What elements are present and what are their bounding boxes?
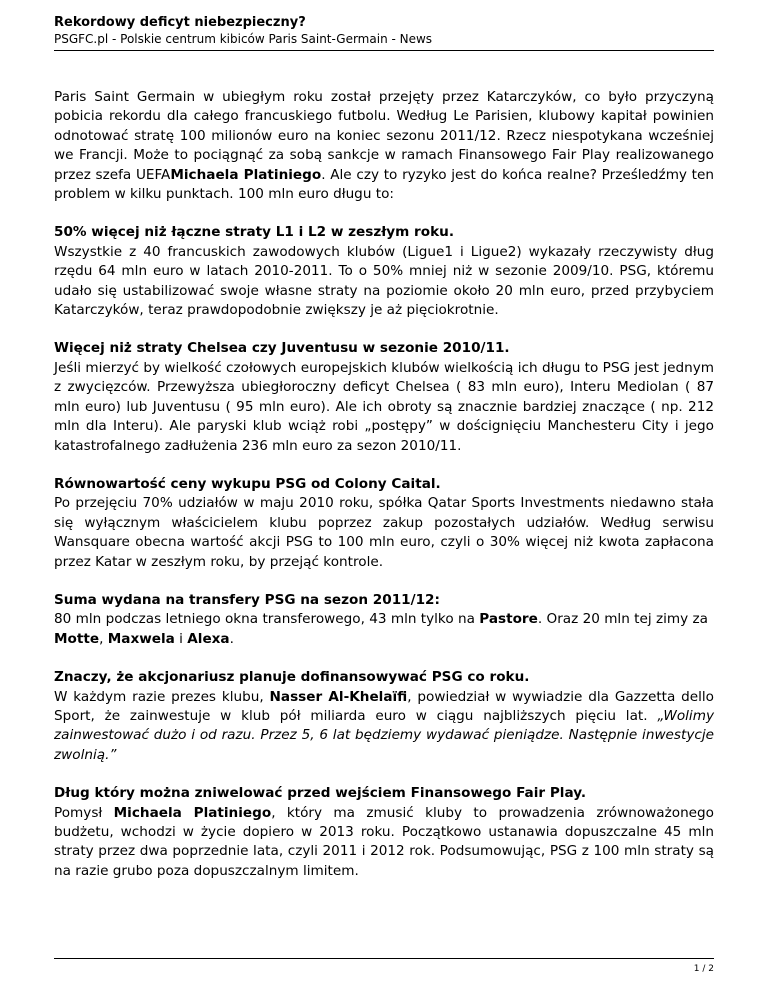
section-1 (54, 223, 714, 320)
section-3 (54, 475, 714, 572)
section-5-quote: „Wolimy zainwestować dużo i od razu. Przez 5, 6 lat będziemy wydawać pieniądze. Następnie inwestycje zwolnią.” (54, 707, 714, 763)
section-4-body (54, 610, 714, 649)
section-6-body (54, 804, 714, 882)
section-6 (54, 784, 714, 881)
section-4-text-4: i (174, 630, 188, 647)
section-5-body (54, 688, 714, 766)
section-4-bold-maxwela: Maxwela (107, 630, 175, 647)
section-2-heading: Więcej niż straty Chelsea czy Juventusu w sezonie 2010/11. (54, 340, 510, 357)
section-6-heading: Dług który można zniwelować przed wejściem Finansowego Fair Play. (54, 785, 586, 802)
article-body (54, 88, 714, 900)
section-6-bold-name: Michaela Platiniego (113, 804, 272, 821)
section-4-bold-pastore: Pastore (479, 611, 538, 628)
section-2 (54, 339, 714, 455)
page-number: 1 / 2 (693, 964, 714, 974)
section-4-text-5: . (229, 630, 234, 647)
section-5-heading: Znaczy, że akcjonariusz planuje dofinansowywać PSG co roku. (54, 669, 530, 686)
header-divider (54, 50, 714, 51)
intro-text-1: Paris Saint Germain w ubiegłym roku został przejęty przez Katarczyków, co było przyczyną pobicia rekordu dla całego francuskiego futbolu. Według Le Parisien, klubowy kapitał powinien odnotować stratę 100 milionów euro na koniec sezonu 2011/12. Rzecz niespotykana wcześniej we Francji. Może to pociągnąć za sobą sankcje w ramach Finansowego Fair Play realizowanego przez szefa UEFA (54, 89, 714, 183)
section-4-bold-alexa: Alexa (187, 630, 230, 647)
section-4-text-1: 80 mln podczas letniego okna transferowego, 43 mln tylko na (54, 611, 480, 628)
section-1-body: Wszystkie z 40 francuskich zawodowych klubów (Ligue1 i Ligue2) wykazały rzeczywisty dług rzędu 64 mln euro w latach 2010-2011. To o 50% mniej niż w sezonie 2009/10. PSG, któremu udało się ustabilizować swoje własne straty na poziomie około 20 mln euro, przed przybyciem Katarczyków, teraz prawdopodobnie zwiększy je aż pięciokrotnie. (54, 243, 714, 319)
section-5-text-2: , powiedział w wywiadzie dla Gazzetta dello Sport, że zainwestuje w klub pół miliarda euro w ciągu najbliższych pięciu lat. (54, 688, 715, 724)
section-5 (54, 668, 714, 765)
section-4-text-3: , (99, 630, 108, 647)
intro-paragraph (54, 88, 714, 204)
section-4-heading: Suma wydana na transfery PSG na sezon 2011/12: (54, 591, 440, 608)
section-4-bold-motte: Motte (54, 630, 100, 647)
section-5-bold-president: Nasser Al-Khelaïfi (269, 688, 408, 705)
section-1-heading: 50% więcej niż łączne straty L1 i L2 w zeszłym roku. (54, 224, 454, 241)
document-subtitle: PSGFC.pl - Polskie centrum kibiców Paris Saint-Germain - News (54, 32, 433, 46)
section-4 (54, 591, 714, 649)
section-2-body: Jeśli mierzyć by wielkość czołowych europejskich klubów wielkością ich długu to PSG jest jednym z zwycięzców. Przewyższa ubiegłoroczny deficyt Chelsea ( 83 mln euro), Interu Mediolan ( 87 mln euro) lub Juventusu ( 95 mln euro). Ale ich obroty są znacznie bardziej znaczące ( np. 212 mln dla Interu). Ale paryski klub wciąż robi „postępy” w doścignięciu Manchesteru City i jego katastrofalnego zadłużenia 236 mln euro za sezon 2010/11. (54, 359, 714, 454)
document-title: Rekordowy deficyt niebezpieczny? (54, 15, 306, 30)
intro-text-2: . Ale czy to ryzyko jest do końca realne? Prześledźmy ten problem w kilku punktach. 100 mln euro długu to: (54, 166, 714, 203)
section-5-text-1: W każdym razie prezes klubu, (54, 688, 270, 705)
footer-divider (54, 958, 714, 959)
page-header (54, 14, 714, 47)
section-4-text-2: . Oraz 20 mln tej zimy za (537, 611, 708, 628)
intro-bold-name: Michaela Platiniego (170, 166, 322, 183)
section-3-heading: Równowartość ceny wykupu PSG od Colony Caital. (54, 475, 441, 492)
section-6-text-2: , który ma zmusić kluby to prowadzenia zrównoważonego budżetu, wchodzi w życie dopiero w 2013 roku. Początkowo ustanawia dopuszczalne 45 mln straty przez dwa poprzednie lata, czyli 2011 i 2012 rok. Podsumowując, PSG z 100 mln straty są na razie grubo poza dopuszczalnym limitem. (54, 804, 714, 879)
section-3-body: Po przejęciu 70% udziałów w maju 2010 roku, spółka Qatar Sports Investments niedawno stała się wyłącznym właścicielem klubu poprzez zakup pozostałych udziałów. Według serwisu Wansquare obecna wartość akcji PSG to 100 mln euro, czyli o 30% więcej niż kwota zapłacona przez Katar w zeszłym roku, by przejąć kontrole. (54, 495, 714, 570)
section-6-text-1: Pomysł (54, 804, 114, 821)
